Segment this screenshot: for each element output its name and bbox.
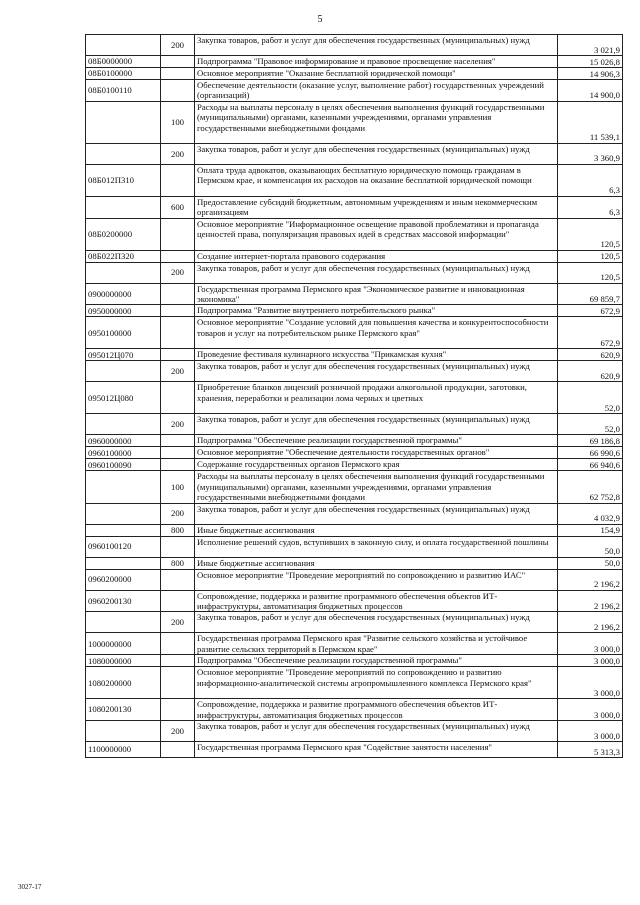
- expense-type-cell: 800: [161, 524, 195, 536]
- table-row: [86, 569, 623, 590]
- code-cell: 08Б0200000: [86, 218, 161, 250]
- code-cell: [86, 361, 161, 382]
- expense-type-cell: 600: [161, 196, 195, 218]
- expense-type-cell: [161, 569, 195, 590]
- item-name-cell: Иные бюджетные ассигнования: [195, 524, 558, 536]
- item-name-cell: Исполнение решений судов, вступивших в законную силу, и оплата государственной пошлины: [195, 536, 558, 557]
- expense-type-cell: [161, 447, 195, 459]
- amount-cell: 672,9: [558, 317, 623, 349]
- code-cell: 095012Ц070: [86, 349, 161, 361]
- amount-cell: 620,9: [558, 349, 623, 361]
- amount-cell: 6,3: [558, 164, 623, 196]
- item-name-cell: Создание интернет-портала правового содержания: [195, 250, 558, 262]
- table-row: [86, 557, 623, 569]
- code-cell: 0950000000: [86, 305, 161, 317]
- code-cell: [86, 143, 161, 164]
- item-name-cell: Основное мероприятие "Информационное освещение правовой проблематики и пропаганда ценностей права, популяризация правовых идей в средствах массовой информации": [195, 218, 558, 250]
- amount-cell: 672,9: [558, 305, 623, 317]
- amount-cell: 6,3: [558, 196, 623, 218]
- table-row: [86, 56, 623, 68]
- amount-cell: 11 539,1: [558, 101, 623, 143]
- code-cell: [86, 612, 161, 633]
- table-row: [86, 699, 623, 721]
- amount-cell: 3 000,0: [558, 633, 623, 655]
- table-row: [86, 655, 623, 667]
- table-row: [86, 414, 623, 435]
- table-row: [86, 382, 623, 414]
- expense-type-cell: [161, 590, 195, 612]
- item-name-cell: Закупка товаров, работ и услуг для обеспечения государственных (муниципальных) нужд: [195, 361, 558, 382]
- code-cell: 1080200130: [86, 699, 161, 721]
- code-cell: 0960100000: [86, 447, 161, 459]
- expense-type-cell: [161, 667, 195, 699]
- code-cell: 0960100090: [86, 459, 161, 471]
- table-row: [86, 250, 623, 262]
- amount-cell: 3 360,9: [558, 143, 623, 164]
- expense-type-cell: 100: [161, 101, 195, 143]
- item-name-cell: Закупка товаров, работ и услуг для обеспечения государственных (муниципальных) нужд: [195, 721, 558, 742]
- amount-cell: 52,0: [558, 414, 623, 435]
- table-row: [86, 667, 623, 699]
- table-row: [86, 196, 623, 218]
- code-cell: 08Б0100110: [86, 80, 161, 102]
- item-name-cell: Закупка товаров, работ и услуг для обеспечения государственных (муниципальных) нужд: [195, 143, 558, 164]
- code-cell: [86, 721, 161, 742]
- expense-type-cell: [161, 633, 195, 655]
- table-row: [86, 283, 623, 305]
- expense-type-cell: [161, 250, 195, 262]
- item-name-cell: Сопровождение, поддержка и развитие программного обеспечения объектов ИТ-инфраструктуры, автоматизация бюджетных процессов: [195, 699, 558, 721]
- code-cell: 1080200000: [86, 667, 161, 699]
- amount-cell: 2 196,2: [558, 569, 623, 590]
- code-cell: 1000000000: [86, 633, 161, 655]
- amount-cell: 66 990,6: [558, 447, 623, 459]
- item-name-cell: Основное мероприятие "Обеспечение деятельности государственных органов": [195, 447, 558, 459]
- page-number: 5: [317, 14, 323, 25]
- item-name-cell: Приобретение бланков лицензий розничной продажи алкогольной продукции, заготовки, хранения, переработки и реализации лома черных и цветных: [195, 382, 558, 414]
- expense-type-cell: [161, 435, 195, 447]
- amount-cell: 50,0: [558, 557, 623, 569]
- item-name-cell: Закупка товаров, работ и услуг для обеспечения государственных (муниципальных) нужд: [195, 503, 558, 524]
- table-row: [86, 742, 623, 758]
- code-cell: [86, 414, 161, 435]
- table-row: [86, 612, 623, 633]
- table-row: [86, 143, 623, 164]
- item-name-cell: Подпрограмма "Обеспечение реализации государственной программы": [195, 435, 558, 447]
- expense-type-cell: [161, 742, 195, 758]
- item-name-cell: Содержание государственных органов Пермского края: [195, 459, 558, 471]
- table-row: [86, 459, 623, 471]
- expense-type-cell: 200: [161, 35, 195, 56]
- expense-type-cell: 200: [161, 262, 195, 283]
- code-cell: 0960200000: [86, 569, 161, 590]
- amount-cell: 5 313,3: [558, 742, 623, 758]
- code-cell: 095012Ц080: [86, 382, 161, 414]
- item-name-cell: Подпрограмма "Развитие внутреннего потребительского рынка": [195, 305, 558, 317]
- code-cell: [86, 35, 161, 56]
- code-cell: 1100000000: [86, 742, 161, 758]
- item-name-cell: Закупка товаров, работ и услуг для обеспечения государственных (муниципальных) нужд: [195, 262, 558, 283]
- item-name-cell: Закупка товаров, работ и услуг для обеспечения государственных (муниципальных) нужд: [195, 612, 558, 633]
- code-cell: [86, 196, 161, 218]
- amount-cell: 3 000,0: [558, 655, 623, 667]
- code-cell: [86, 471, 161, 503]
- item-name-cell: Основное мероприятие "Проведение мероприятий по сопровождению и развитию ИАС": [195, 569, 558, 590]
- code-cell: 0960100120: [86, 536, 161, 557]
- table-row: [86, 361, 623, 382]
- item-name-cell: Оплата труда адвокатов, оказывающих бесплатную юридическую помощь гражданам в Пермском крае, и компенсация их расходов на оказание бесплатной юридической помощи: [195, 164, 558, 196]
- expense-type-cell: 100: [161, 471, 195, 503]
- expense-type-cell: [161, 68, 195, 80]
- expense-type-cell: 200: [161, 503, 195, 524]
- expense-type-cell: 200: [161, 361, 195, 382]
- table-row: [86, 721, 623, 742]
- expense-type-cell: [161, 305, 195, 317]
- code-cell: [86, 503, 161, 524]
- item-name-cell: Основное мероприятие "Создание условий для повышения качества и конкурентоспособности товаров и услуг на потребительском рынке Пермского края": [195, 317, 558, 349]
- item-name-cell: Государственная программа Пермского края "Экономическое развитие и инновационная экономика": [195, 283, 558, 305]
- table-row: [86, 435, 623, 447]
- amount-cell: 154,9: [558, 524, 623, 536]
- item-name-cell: Государственная программа Пермского края "Содействие занятости населения": [195, 742, 558, 758]
- code-cell: 08Б0100000: [86, 68, 161, 80]
- table-row: [86, 524, 623, 536]
- amount-cell: 2 196,2: [558, 612, 623, 633]
- item-name-cell: Сопровождение, поддержка и развитие программного обеспечения объектов ИТ-инфраструктуры, автоматизация бюджетных процессов: [195, 590, 558, 612]
- amount-cell: 2 196,2: [558, 590, 623, 612]
- table-row: [86, 447, 623, 459]
- table-row: [86, 349, 623, 361]
- expense-type-cell: 200: [161, 721, 195, 742]
- item-name-cell: Расходы на выплаты персоналу в целях обеспечения выполнения функций государственными (муниципальными) органами, казенными учреждениями, органами управления государственными внебюджетными фондами: [195, 471, 558, 503]
- code-cell: 08Б012П310: [86, 164, 161, 196]
- item-name-cell: Основное мероприятие "Оказание бесплатной юридической помощи": [195, 68, 558, 80]
- amount-cell: 69 859,7: [558, 283, 623, 305]
- code-cell: 0960000000: [86, 435, 161, 447]
- code-cell: [86, 262, 161, 283]
- table-row: [86, 317, 623, 349]
- expense-type-cell: [161, 382, 195, 414]
- expense-type-cell: [161, 317, 195, 349]
- expense-type-cell: [161, 459, 195, 471]
- amount-cell: 69 186,8: [558, 435, 623, 447]
- item-name-cell: Государственная программа Пермского края "Развитие сельского хозяйства и устойчивое развитие сельских территорий в Пермском крае": [195, 633, 558, 655]
- item-name-cell: Основное мероприятие "Проведение мероприятий по сопровождению и развитию информационно-аналитической системы агропромышленного комплекса Пермского края": [195, 667, 558, 699]
- code-cell: 0960200130: [86, 590, 161, 612]
- table-row: [86, 35, 623, 56]
- amount-cell: 3 021,9: [558, 35, 623, 56]
- item-name-cell: Предоставление субсидий бюджетным, автономным учреждениям и иным некоммерческим организациям: [195, 196, 558, 218]
- code-cell: 0900000000: [86, 283, 161, 305]
- code-cell: 08Б022П320: [86, 250, 161, 262]
- expense-type-cell: [161, 56, 195, 68]
- code-cell: [86, 101, 161, 143]
- item-name-cell: Обеспечение деятельности (оказание услуг, выполнение работ) государственных учреждений (организаций): [195, 80, 558, 102]
- item-name-cell: Расходы на выплаты персоналу в целях обеспечения выполнения функций государственными (муниципальными) органами, казенными учреждениями, органами управления государственными внебюджетными фондами: [195, 101, 558, 143]
- amount-cell: 3 000,0: [558, 721, 623, 742]
- table-row: [86, 503, 623, 524]
- table-row: [86, 536, 623, 557]
- item-name-cell: Подпрограмма "Обеспечение реализации государственной программы": [195, 655, 558, 667]
- table-row: [86, 305, 623, 317]
- amount-cell: 120,5: [558, 218, 623, 250]
- amount-cell: 14 900,0: [558, 80, 623, 102]
- code-cell: 1080000000: [86, 655, 161, 667]
- expense-type-cell: [161, 655, 195, 667]
- expense-type-cell: 200: [161, 414, 195, 435]
- amount-cell: 3 000,0: [558, 667, 623, 699]
- expense-type-cell: [161, 699, 195, 721]
- expense-type-cell: [161, 536, 195, 557]
- table-row: [86, 262, 623, 283]
- table-row: [86, 68, 623, 80]
- amount-cell: 62 752,8: [558, 471, 623, 503]
- amount-cell: 14 906,3: [558, 68, 623, 80]
- budget-table: [85, 34, 623, 758]
- item-name-cell: Закупка товаров, работ и услуг для обеспечения государственных (муниципальных) нужд: [195, 414, 558, 435]
- expense-type-cell: 200: [161, 612, 195, 633]
- item-name-cell: Иные бюджетные ассигнования: [195, 557, 558, 569]
- amount-cell: 3 000,0: [558, 699, 623, 721]
- code-cell: 0950100000: [86, 317, 161, 349]
- expense-type-cell: 800: [161, 557, 195, 569]
- code-cell: [86, 557, 161, 569]
- expense-type-cell: [161, 164, 195, 196]
- amount-cell: 66 940,6: [558, 459, 623, 471]
- amount-cell: 4 032,9: [558, 503, 623, 524]
- table-row: [86, 218, 623, 250]
- expense-type-cell: 200: [161, 143, 195, 164]
- code-cell: 08Б0000000: [86, 56, 161, 68]
- amount-cell: 52,0: [558, 382, 623, 414]
- expense-type-cell: [161, 80, 195, 102]
- item-name-cell: Подпрограмма "Правовое информирование и правовое просвещение населения": [195, 56, 558, 68]
- amount-cell: 50,0: [558, 536, 623, 557]
- item-name-cell: Проведение фестиваля кулинарного искусства "Прикамская кухня": [195, 349, 558, 361]
- expense-type-cell: [161, 349, 195, 361]
- table-row: [86, 101, 623, 143]
- amount-cell: 120,5: [558, 250, 623, 262]
- amount-cell: 15 026,8: [558, 56, 623, 68]
- item-name-cell: Закупка товаров, работ и услуг для обеспечения государственных (муниципальных) нужд: [195, 35, 558, 56]
- amount-cell: 120,5: [558, 262, 623, 283]
- table-row: [86, 471, 623, 503]
- footer-code: 3027-17: [18, 883, 42, 891]
- table-row: [86, 80, 623, 102]
- table-row: [86, 590, 623, 612]
- expense-type-cell: [161, 283, 195, 305]
- table-row: [86, 164, 623, 196]
- code-cell: [86, 524, 161, 536]
- amount-cell: 620,9: [558, 361, 623, 382]
- table-row: [86, 633, 623, 655]
- expense-type-cell: [161, 218, 195, 250]
